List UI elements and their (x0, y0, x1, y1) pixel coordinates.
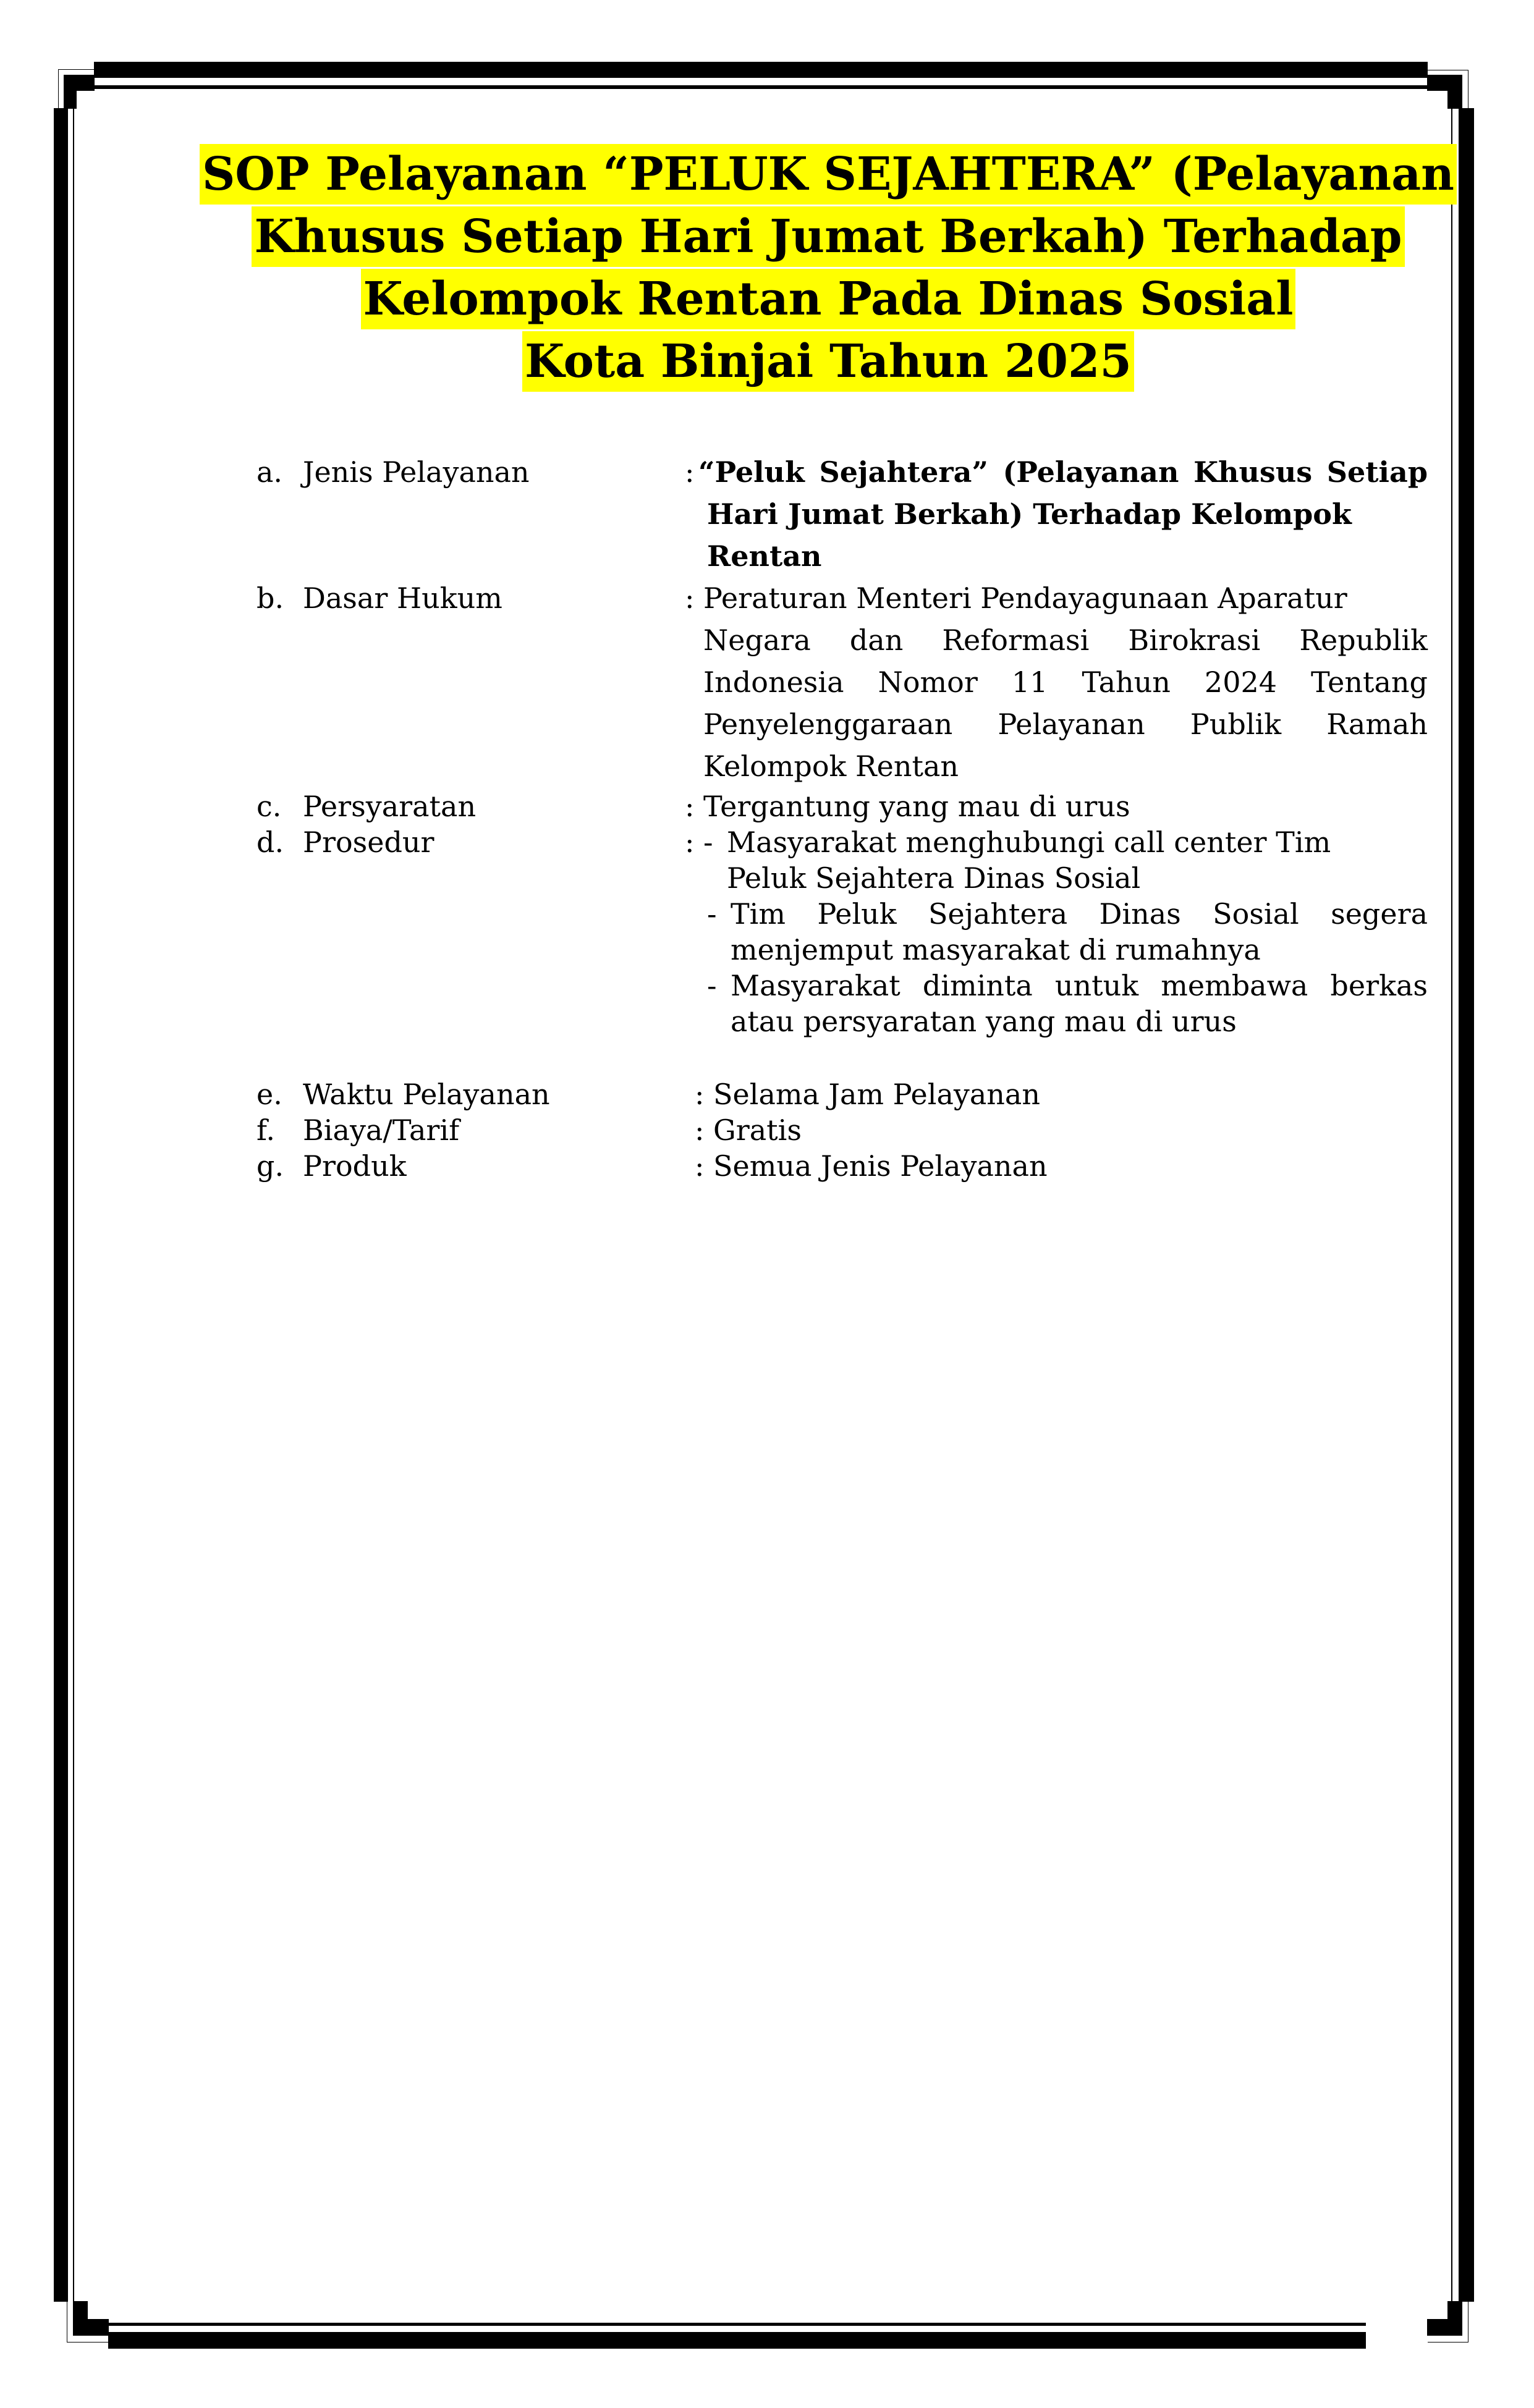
item-colon: : (685, 455, 695, 489)
procedure-steps (703, 824, 1428, 1039)
border-top-thin (95, 85, 1428, 89)
item-colon: : (685, 581, 695, 615)
step-line: Peluk Sejahtera Dinas Sosial (727, 861, 1141, 895)
spacer (256, 1039, 1428, 1076)
step-text (731, 896, 1428, 968)
list-item-jenis-pelayanan (256, 451, 1428, 577)
step-bullet: - (703, 826, 713, 859)
item-marker: e. (256, 1078, 282, 1111)
list-item-biaya-tarif (256, 1112, 1428, 1148)
value-line: Hari Jumat Berkah) Terhadap Kelompok (707, 497, 1352, 531)
sop-details-list (256, 451, 1428, 1184)
value-line: Peraturan Menteri Pendayagunaan Aparatur (703, 581, 1347, 615)
value-line: Kelompok Rentan (703, 750, 959, 783)
item-label: Persyaratan (303, 790, 477, 823)
item-value: Tergantung yang mau di urus (703, 790, 1130, 823)
item-value: Gratis (713, 1113, 802, 1147)
item-marker: g. (256, 1149, 284, 1183)
item-label: Biaya/Tarif (303, 1113, 460, 1147)
item-colon: : (695, 1113, 705, 1147)
item-value (703, 577, 1428, 787)
border-right-thick (1459, 108, 1474, 2302)
item-colon: : (695, 1078, 705, 1111)
step-text (731, 968, 1428, 1039)
item-label: Dasar Hukum (303, 581, 502, 615)
title-line-4: Kota Binjai Tahun 2025 (522, 331, 1134, 392)
value-line: Penyelenggaraan Pelayanan Publik Ramah (703, 708, 1428, 741)
procedure-step (703, 824, 1428, 896)
border-bottom-thick (108, 2332, 1366, 2349)
item-marker: b. (256, 581, 284, 615)
step-bullet: - (707, 969, 717, 1002)
item-colon: : (685, 826, 695, 859)
item-marker: c. (256, 790, 282, 823)
border-right-thin (1451, 108, 1452, 2302)
list-item-persyaratan (256, 788, 1428, 824)
step-line: Masyarakat menghubungi call center Tim (727, 826, 1331, 859)
border-top-thick (94, 62, 1428, 78)
border-left-thin (73, 108, 74, 2302)
item-value: Semua Jenis Pelayanan (713, 1149, 1048, 1183)
item-marker: a. (256, 455, 283, 489)
value-line: Negara dan Reformasi Birokrasi Republik (703, 623, 1428, 657)
border-bottom-thin (109, 2323, 1366, 2326)
title-line-2: Khusus Setiap Hari Jumat Berkah) Terhadap (252, 206, 1404, 267)
title-line-3: Kelompok Rentan Pada Dinas Sosial (361, 269, 1296, 329)
item-label: Jenis Pelayanan (303, 455, 530, 489)
list-item-dasar-hukum (256, 577, 1428, 787)
item-colon: : (685, 790, 695, 823)
list-item-waktu-pelayanan (256, 1076, 1428, 1112)
item-label: Produk (303, 1149, 407, 1183)
item-colon: : (695, 1149, 705, 1183)
document-title (155, 143, 1502, 393)
step-line: Masyarakat diminta untuk membawa berkas (731, 969, 1428, 1002)
item-value (698, 451, 1428, 577)
value-line: Indonesia Nomor 11 Tahun 2024 Tentang (703, 665, 1428, 699)
list-item-produk (256, 1148, 1428, 1184)
step-line: atau persyaratan yang mau di urus (731, 1005, 1237, 1038)
border-left-thick (54, 108, 68, 2302)
step-text (727, 824, 1428, 896)
item-label: Waktu Pelayanan (303, 1078, 550, 1111)
item-value: Selama Jam Pelayanan (713, 1078, 1040, 1111)
list-item-prosedur (256, 824, 1428, 1039)
step-line: menjemput masyarakat di rumahnya (731, 933, 1261, 966)
item-label: Prosedur (303, 826, 434, 859)
title-line-1: SOP Pelayanan “PELUK SEJAHTERA” (Pelayanan (200, 144, 1457, 205)
procedure-step (703, 896, 1428, 968)
value-line: “Peluk Sejahtera” (Pelayanan Khusus Setiap (698, 455, 1428, 489)
step-line: Tim Peluk Sejahtera Dinas Sosial segera (731, 897, 1428, 931)
item-marker: f. (256, 1113, 276, 1147)
procedure-step (703, 968, 1428, 1039)
item-marker: d. (256, 826, 284, 859)
step-bullet: - (707, 897, 717, 931)
value-line: Rentan (707, 539, 822, 573)
